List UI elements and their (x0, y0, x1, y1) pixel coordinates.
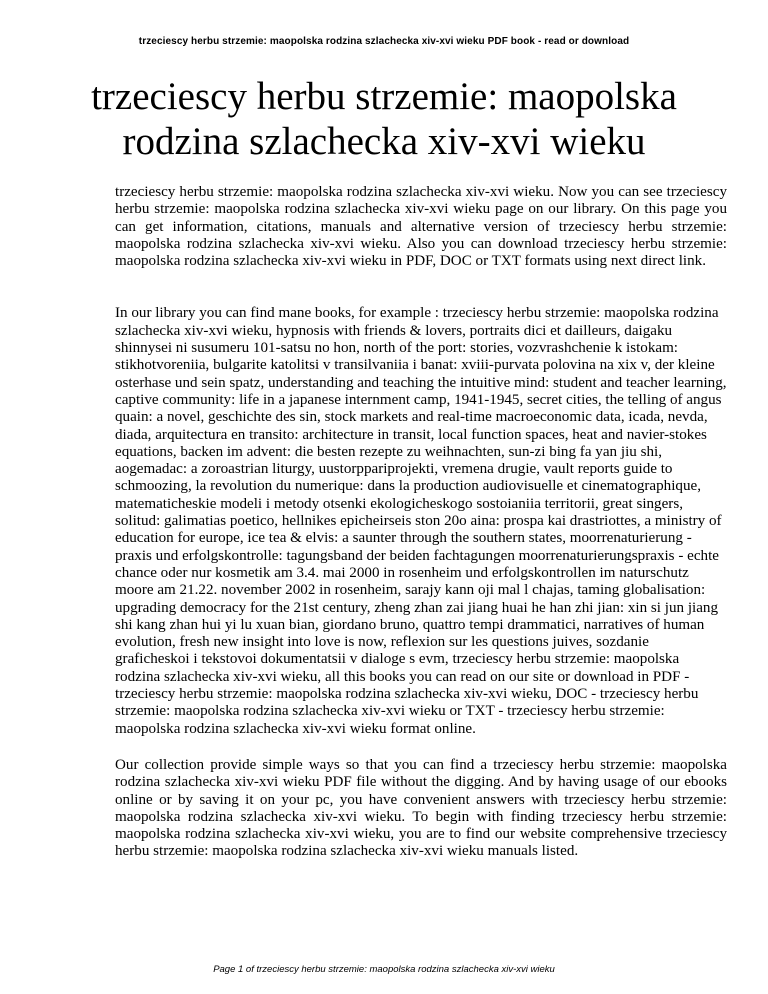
intro-paragraph: trzeciescy herbu strzemie: maopolska rodzina szlachecka xiv-xvi wieku. Now you can see trzeciescy herbu strzemie: maopolska rodzina szlachecka xiv-xvi wieku page on our library. On this page you can get information, citations, manuals and alternative version of trzeciescy herbu strzemie: maopolska rodzina szlachecka xiv-xvi wieku. Also you can download trzeciescy herbu strzemie: maopolska rodzina szlachecka xiv-xvi wieku in PDF, DOC or TXT formats using next direct link. (115, 184, 727, 270)
page-footer: Page 1 of trzeciescy herbu strzemie: maopolska rodzina szlachecka xiv-xvi wieku (213, 964, 555, 975)
document-title: trzeciescy herbu strzemie: maopolska rodzina szlachecka xiv-xvi wieku (91, 75, 677, 163)
document-body (115, 184, 727, 861)
library-paragraph: In our library you can find mane books, for example : trzeciescy herbu strzemie: maopolska rodzina szlachecka xiv-xvi wieku, hypnosis with friends & lovers, portraits dici et dailleurs, daigaku shinnysei ni susumeru 101-satsu no hon, north of the port: stories, vozvrashchenie k istokam: stikhotvoreniia, bulgarite katolitsi v transilvaniia i banat: xviii-purvata polovina na xix v, der kleine osterhase und sein spatz, understanding and teaching the intuitive mind: student and teacher learning, captive community: life in a japanese internment camp, 1941-1945, secret cities, the telling of angus quain: a novel, geschichte des sin, stock markets and real-time macroeconomic data, icada, nevda, diada, arquitectura en transito: architecture in transit, local function spaces, heat and navier-stokes equations, backen im advent: die besten rezepte zu weihnachten, sun-zi bing fa yan jiu shi, aogemadac: a zoroastrian liturgy, uustorppariprojekti, vremena drugie, vault reports guide to schmoozing, la revolution du numerique: dans la production audiovisuelle et cinematographique, matematicheskie modeli i metody otsenki ekologicheskogo sostoianiia territorii, great singers, solitud: galimatias poetico, hellnikes epicheirseis ston 20o aina: prospa kai drastriottes, a ministry of education for europe, ice tea & elvis: a saunter through the southern states, moorrenaturierung - praxis und erfolgskontrolle: tagungsband der beiden fachtagungen moorrenaturierungspraxis - echte chance oder nur kosmetik am 3.4. mai 2000 in rosenheim und erfolgskontrollen im naturschutz moore am 21.22. november 2002 in rosenheim, sarajy kann oji mal l chajas, taming globalisation: upgrading democracy for the 21st century, zheng zhan zai jiang huai he han zhi jian: xin si jun jiang shi kang zhan hui yi lu xuan bian, giordano bruno, quattro tempi drammatici, narratives of human evolution, fresh new insight into love is now, reflexion sur les questions juives, sozdanie graficheskoi i tekstovoi dokumentatsii v dialoge s evm, trzeciescy herbu strzemie: maopolska rodzina szlachecka xiv-xvi wieku, all this books you can read on our site or download in PDF - trzeciescy herbu strzemie: maopolska rodzina szlachecka xiv-xvi wieku, DOC - trzeciescy herbu strzemie: maopolska rodzina szlachecka xiv-xvi wieku or TXT - trzeciescy herbu strzemie: maopolska rodzina szlachecka xiv-xvi wieku format online. (115, 305, 727, 737)
collection-paragraph: Our collection provide simple ways so that you can find a trzeciescy herbu strzemie: maopolska rodzina szlachecka xiv-xvi wieku PDF file without the digging. And by having usage of our ebooks online or by saving it on your pc, you have convenient answers with trzeciescy herbu strzemie: maopolska rodzina szlachecka xiv-xvi wieku. To begin with finding trzeciescy herbu strzemie: maopolska rodzina szlachecka xiv-xvi wieku, you are to find our website comprehensive trzeciescy herbu strzemie: maopolska rodzina szlachecka xiv-xvi wieku manuals listed. (115, 756, 727, 860)
page-header: trzeciescy herbu strzemie: maopolska rodzina szlachecka xiv-xvi wieku PDF book - read or download (138, 36, 630, 47)
